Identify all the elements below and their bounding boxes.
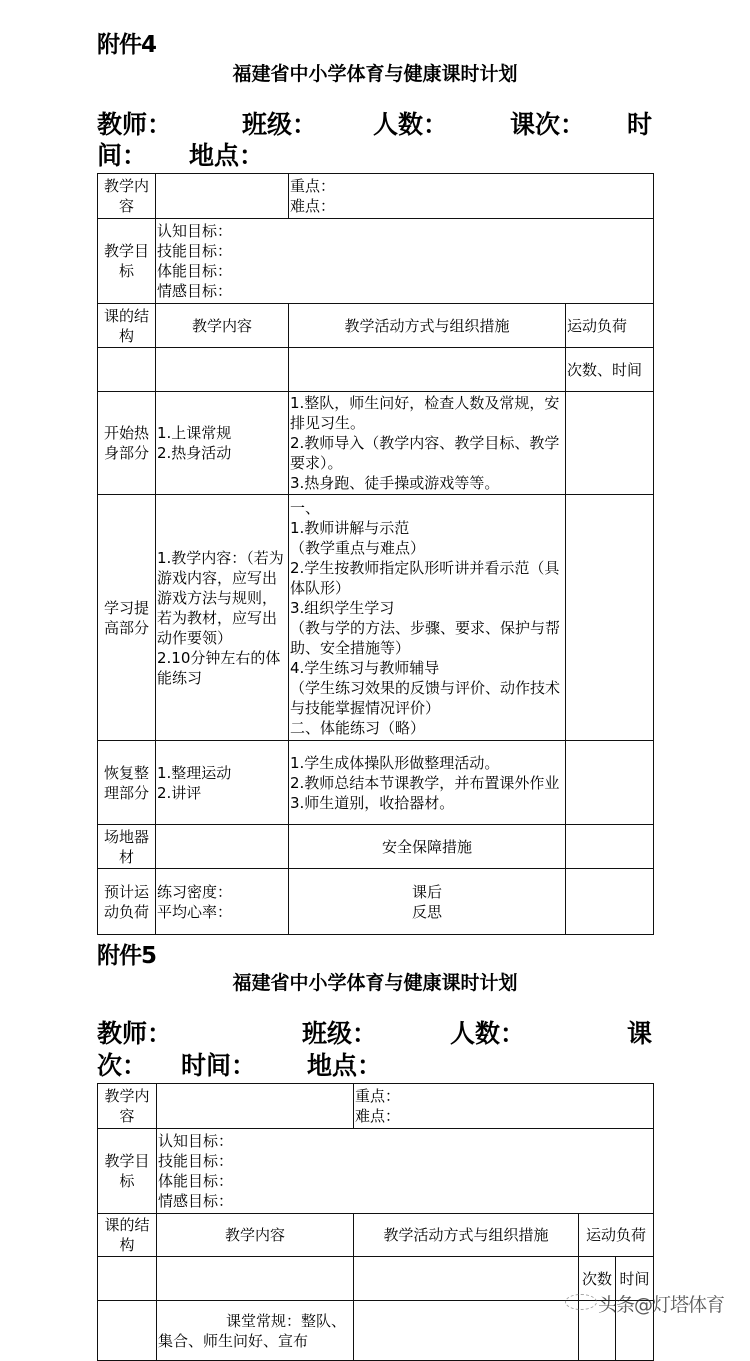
section-activity[interactable] [289,741,566,825]
routine-line: 课堂常规：整队、 [225,1311,346,1330]
lesson-field-part2: 次： [97,1051,148,1080]
lesson-plan-table-4 [97,173,654,935]
col-header-load: 运动负荷 [566,304,654,348]
attachment-4-label: 附件4 [97,32,157,58]
meta-line-5b [97,1051,653,1081]
meta-line-5a [97,1019,653,1049]
plan-title-4: 福建省中小学体育与健康课时计划 [232,63,518,85]
activity-line: 1.教师讲解与示范 [290,518,410,537]
time-field-part1: 时 [627,110,653,139]
activity-line: 2.教师总结本节课教学，并布置课外作业 [290,773,560,792]
content-line: 2.10分钟左右的体能练习 [157,648,281,687]
est-load-cell[interactable] [156,869,289,935]
class-field: 班级： [242,110,318,139]
meta-line-4b [97,141,653,171]
goal-label: 教学目标 [98,219,156,304]
venue-cell[interactable] [156,825,289,869]
difficulty: 难点： [355,1107,401,1125]
col-header-content: 教学内容 [157,1214,354,1257]
routine-line: 集合、师生问好、宣布 [158,1331,309,1350]
watermark: 头条@灯塔体育 [598,1294,725,1316]
content-line: 2.讲评 [157,783,202,802]
goals-cell[interactable] [156,219,654,304]
section-name-cell[interactable] [98,1301,157,1361]
structure-label: 课的结构 [98,304,156,348]
section-activity[interactable] [289,392,566,495]
reflection-label [289,869,566,935]
lesson-plan-table-5 [97,1083,654,1361]
activity-line: 1.整队，师生问好，检查人数及常规，安排见习生。 [290,394,560,432]
content-line: 2.热身活动 [157,444,232,462]
activity-line: （教学重点与难点） [290,538,426,557]
time-field: 时间： [181,1051,257,1080]
content-input-cell[interactable] [157,1084,354,1129]
col-header-content: 教学内容 [156,304,289,348]
goals-cell[interactable] [157,1129,654,1214]
lesson-no-field: 课次： [510,110,586,139]
activity-line: 3.热身跑、徒手操或游戏等等。 [290,474,500,492]
density-field: 练习密度： [157,882,233,901]
section-name: 学习提高部分 [98,495,156,741]
structure-label: 课的结构 [98,1214,157,1257]
content-line: 1.教学内容：（若为游戏内容，应写出游戏方法与规则，若为教材，应写出动作要领） [157,548,284,647]
goal-skill: 技能目标： [157,242,233,260]
count-field: 人数： [450,1019,526,1048]
goal-fitness: 体能目标： [158,1172,234,1190]
section-load[interactable] [566,392,654,495]
section-content[interactable] [156,495,289,741]
plan-title-5: 福建省中小学体育与健康课时计划 [232,972,518,994]
section-row-learning [98,495,654,741]
place-field: 地点： [307,1051,383,1080]
reflection-cell[interactable] [566,869,654,935]
empty-cell[interactable] [157,1257,354,1301]
empty-cell[interactable] [98,1257,157,1301]
safety-cell[interactable] [566,825,654,869]
activity-line: 2.教师导入（教学内容、教学目标、教学要求）。 [290,434,560,472]
empty-cell[interactable] [156,348,289,392]
col-header-activity: 教学活动方式与组织措施 [354,1214,579,1257]
empty-cell[interactable] [98,348,156,392]
watermark-logo-icon [565,1294,597,1310]
activity-cell[interactable] [354,1301,579,1361]
heart-rate-field: 平均心率： [157,902,233,921]
content-line: 1.上课常规 [157,424,232,442]
activity-line: 3.组织学生学习 [290,598,395,617]
activity-line: 一、 [290,498,321,517]
class-field: 班级： [302,1019,378,1048]
goal-fitness: 体能目标： [157,262,233,280]
key-difficulty-cell[interactable] [289,174,654,219]
content-label: 教学内容 [98,1084,157,1129]
goal-affective: 情感目标： [158,1192,234,1210]
activity-line: 2.学生按教师指定队形听讲并看示范（具体队形） [290,558,560,597]
goal-affective: 情感目标： [157,282,233,300]
activity-line: 3.师生道别，收拾器材。 [290,793,455,812]
section-load[interactable] [566,495,654,741]
goal-cognitive: 认知目标： [158,1132,234,1150]
load-sub-header: 次数、时间 [566,348,654,392]
key-point: 重点： [290,177,336,195]
activity-line: 4.学生练习与教师辅导 [290,658,440,677]
col-header-load: 运动负荷 [579,1214,654,1257]
time-field-part2: 间： [97,141,148,170]
load-time-header: 时间 [616,1257,654,1301]
section-name: 开始热身部分 [98,392,156,495]
activity-line: （教与学的方法、步骤、要求、保护与帮助、安全措施等） [290,618,561,657]
content-label: 教学内容 [98,174,156,219]
routine-cell[interactable] [157,1301,354,1361]
count-field: 人数： [373,110,449,139]
section-name: 恢复整理部分 [98,741,156,825]
section-row-cooldown [98,741,654,825]
section-row-warmup [98,392,654,495]
safety-label: 安全保障措施 [289,825,566,869]
section-content[interactable] [156,741,289,825]
activity-line: 1.学生成体操队形做整理活动。 [290,753,500,772]
meta-line-4a [97,110,653,140]
lesson-field-part1: 课 [627,1019,653,1048]
content-line: 1.整理运动 [157,763,232,782]
empty-cell[interactable] [354,1257,579,1301]
goal-cognitive: 认知目标： [157,222,233,240]
empty-cell[interactable] [289,348,566,392]
goal-skill: 技能目标： [158,1152,234,1170]
activity-line: 二、体能练习（略） [290,718,426,737]
col-header-activity: 教学活动方式与组织措施 [289,304,566,348]
section-content[interactable] [156,392,289,495]
place-field: 地点： [189,141,265,170]
teacher-field: 教师： [97,110,173,139]
section-activity[interactable] [289,495,566,741]
teacher-field: 教师： [97,1019,173,1048]
key-difficulty-cell[interactable] [354,1084,654,1129]
content-input-cell[interactable] [156,174,289,219]
reflection-line: 反思 [411,902,442,921]
key-point: 重点： [355,1087,401,1105]
load-count-header: 次数 [579,1257,616,1301]
activity-line: （学生练习效果的反馈与评价、动作技术与技能掌握情况评价） [290,678,561,717]
reflection-line: 课后 [411,882,442,901]
section-load[interactable] [566,741,654,825]
difficulty: 难点： [290,197,336,215]
attachment-5-label: 附件5 [97,943,157,969]
goal-label: 教学目标 [98,1129,157,1214]
est-load-label: 预计运动负荷 [98,869,156,935]
venue-label: 场地器材 [98,825,156,869]
